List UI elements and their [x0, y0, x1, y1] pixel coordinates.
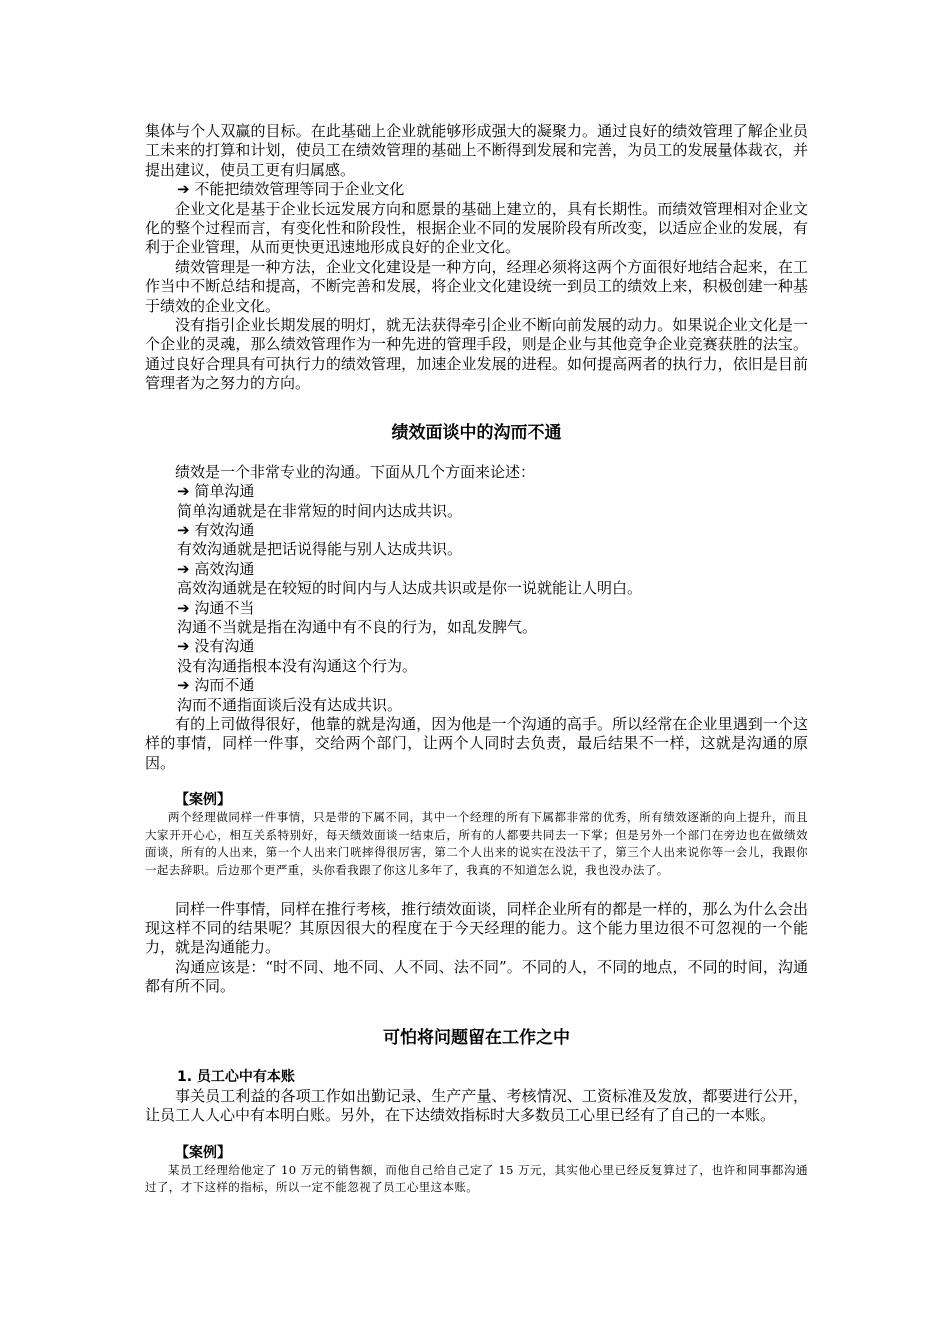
case-box	[145, 791, 808, 879]
bullet-text: 不能把绩效管理等同于企业文化	[194, 180, 405, 199]
bullet-desc: 没有沟通指根本没有沟通这个行为。	[177, 656, 418, 675]
arrow-icon: ➔	[177, 598, 190, 617]
communication-types-list	[145, 482, 808, 715]
bullet-item	[145, 482, 808, 501]
bullet-desc: 简单沟通就是在非常短的时间内达成共识。	[177, 501, 463, 520]
case-text: 两个经理做同样一件事情，只是带的下属不同，其中一个经理的所有下属都非常的优秀，所有绩效逐渐的向上提升，而且大家开开心心，相互关系特别好，每天绩效面谈一结束后，所有的人都要共同去一下掌；但是另外一个部门在旁边也在做绩效面谈，所有的人出来，第一个人出来门咣摔得很厉害，第二个人出来的说实在没法干了，第三个人出来说你等一会儿，我跟你一起去辞职。后边那个更严重，头你看我跟了你这儿多年了，我真的不知道怎么说，我也没办法了。	[145, 810, 808, 877]
document-page	[145, 122, 808, 1197]
section-heading: 绩效面谈中的沟而不通	[391, 422, 562, 443]
paragraph: 沟通应该是：“时不同、地不同、人不同、法不同”。不同的人，不同的地点，不同的时间，沟通都有所不同。	[145, 957, 808, 996]
paragraph: 没有指引企业长期发展的明灯，就无法获得牵引企业不断向前发展的动力。如果说企业文化是一个企业的灵魂，那么绩效管理作为一种先进的管理手段，则是企业与其他竞争企业竞赛获胜的法宝。通过良好合理具有可执行力的绩效管理，加速企业发展的进程。如何提高两者的执行力，依旧是目前管理者为之努力的方向。	[145, 316, 808, 393]
bullet-item	[145, 599, 808, 618]
paragraph: 绩效管理是一种方法，企业文化建设是一种方向，经理必须将这两个方面很好地结合起来，在工作当中不断总结和提高，不断完善和发展，将企业文化建设统一到员工的绩效上来，积极创建一种基于绩效的企业文化。	[145, 257, 808, 315]
case-title: 【案例】	[175, 1144, 231, 1161]
arrow-icon: ➔	[177, 637, 190, 656]
bullet-text: 高效沟通	[194, 559, 255, 578]
paragraph: 同样一件事情，同样在推行考核，推行绩效面谈，同样企业所有的都是一样的，那么为什么会出现这样不同的结果呢？其原因很大的程度在于今天经理的能力。这个能力里边很不可忽视的一个能力，就是沟通能力。	[145, 899, 808, 957]
paragraph: 有的上司做得很好，他靠的就是沟通，因为他是一个沟通的高手。所以经常在企业里遇到一个这样的事情，同样一件事，交给两个部门，让两个人同时去负责，最后结果不一样，这就是沟通的原因。	[145, 714, 808, 772]
arrow-icon: ➔	[177, 676, 190, 695]
bullet-item	[145, 676, 808, 695]
paragraph: 企业文化是基于企业长远发展方向和愿景的基础上建立的，具有长期性。而绩效管理相对企业文化的整个过程而言，有变化性和阶段性，根据企业不同的发展阶段有所改变，以适应企业的发展，有利于企业管理，从而更快更迅速地形成良好的企业文化。	[145, 199, 808, 257]
bullet-text: 沟通不当	[194, 598, 255, 617]
case-title: 【案例】	[175, 792, 231, 809]
arrow-icon: ➔	[177, 520, 190, 539]
bullet-item	[145, 560, 808, 579]
paragraph: 事关员工利益的各项工作如出勤记录、生产产量、考核情况、工资标准及发放，都要进行公开，让员工人人心中有本明白账。另外，在下达绩效指标时大多数员工心里已经有了自己的一本账。	[145, 1087, 808, 1125]
case-box	[145, 1144, 808, 1197]
case-text: 某员工经理给他定了 10 万元的销售额，而他自己给自己定了 15 万元，其实他心里已经反复算过了，也许和同事都沟通过了，才下这样的指标，所以一定不能忽视了员工心里这本账。	[145, 1162, 808, 1195]
subheading: 1. 员工心中有本账	[177, 1068, 295, 1085]
bullet-desc: 沟而不通指面谈后没有达成共识。	[177, 695, 403, 714]
bullet-item	[145, 180, 808, 199]
bullet-desc: 高效沟通就是在较短的时间内与人达成共识或是你一说就能让人明白。	[177, 579, 643, 598]
bullet-desc: 有效沟通就是把话说得能与别人达成共识。	[177, 540, 463, 559]
paragraph: 绩效是一个非常专业的沟通。下面从几个方面来论述：	[175, 462, 536, 481]
bullet-text: 有效沟通	[194, 520, 255, 539]
bullet-text: 沟而不通	[194, 676, 255, 695]
paragraph: 集体与个人双赢的目标。在此基础上企业就能够形成强大的凝聚力。通过良好的绩效管理了解企业员工未来的打算和计划，使员工在绩效管理的基础上不断得到发展和完善，为员工的发展量体裁衣，并提出建议，使员工更有归属感。	[145, 122, 808, 179]
bullet-text: 简单沟通	[194, 482, 255, 501]
arrow-icon: ➔	[177, 482, 190, 501]
bullet-item	[145, 637, 808, 656]
bullet-text: 没有沟通	[194, 637, 255, 656]
bullet-desc: 沟通不当就是指在沟通中有不良的行为，如乱发脾气。	[177, 617, 538, 636]
arrow-icon: ➔	[177, 559, 190, 578]
section-heading: 可怕将问题留在工作之中	[383, 1027, 570, 1048]
bullet-item	[145, 521, 808, 540]
arrow-icon: ➔	[177, 180, 190, 199]
